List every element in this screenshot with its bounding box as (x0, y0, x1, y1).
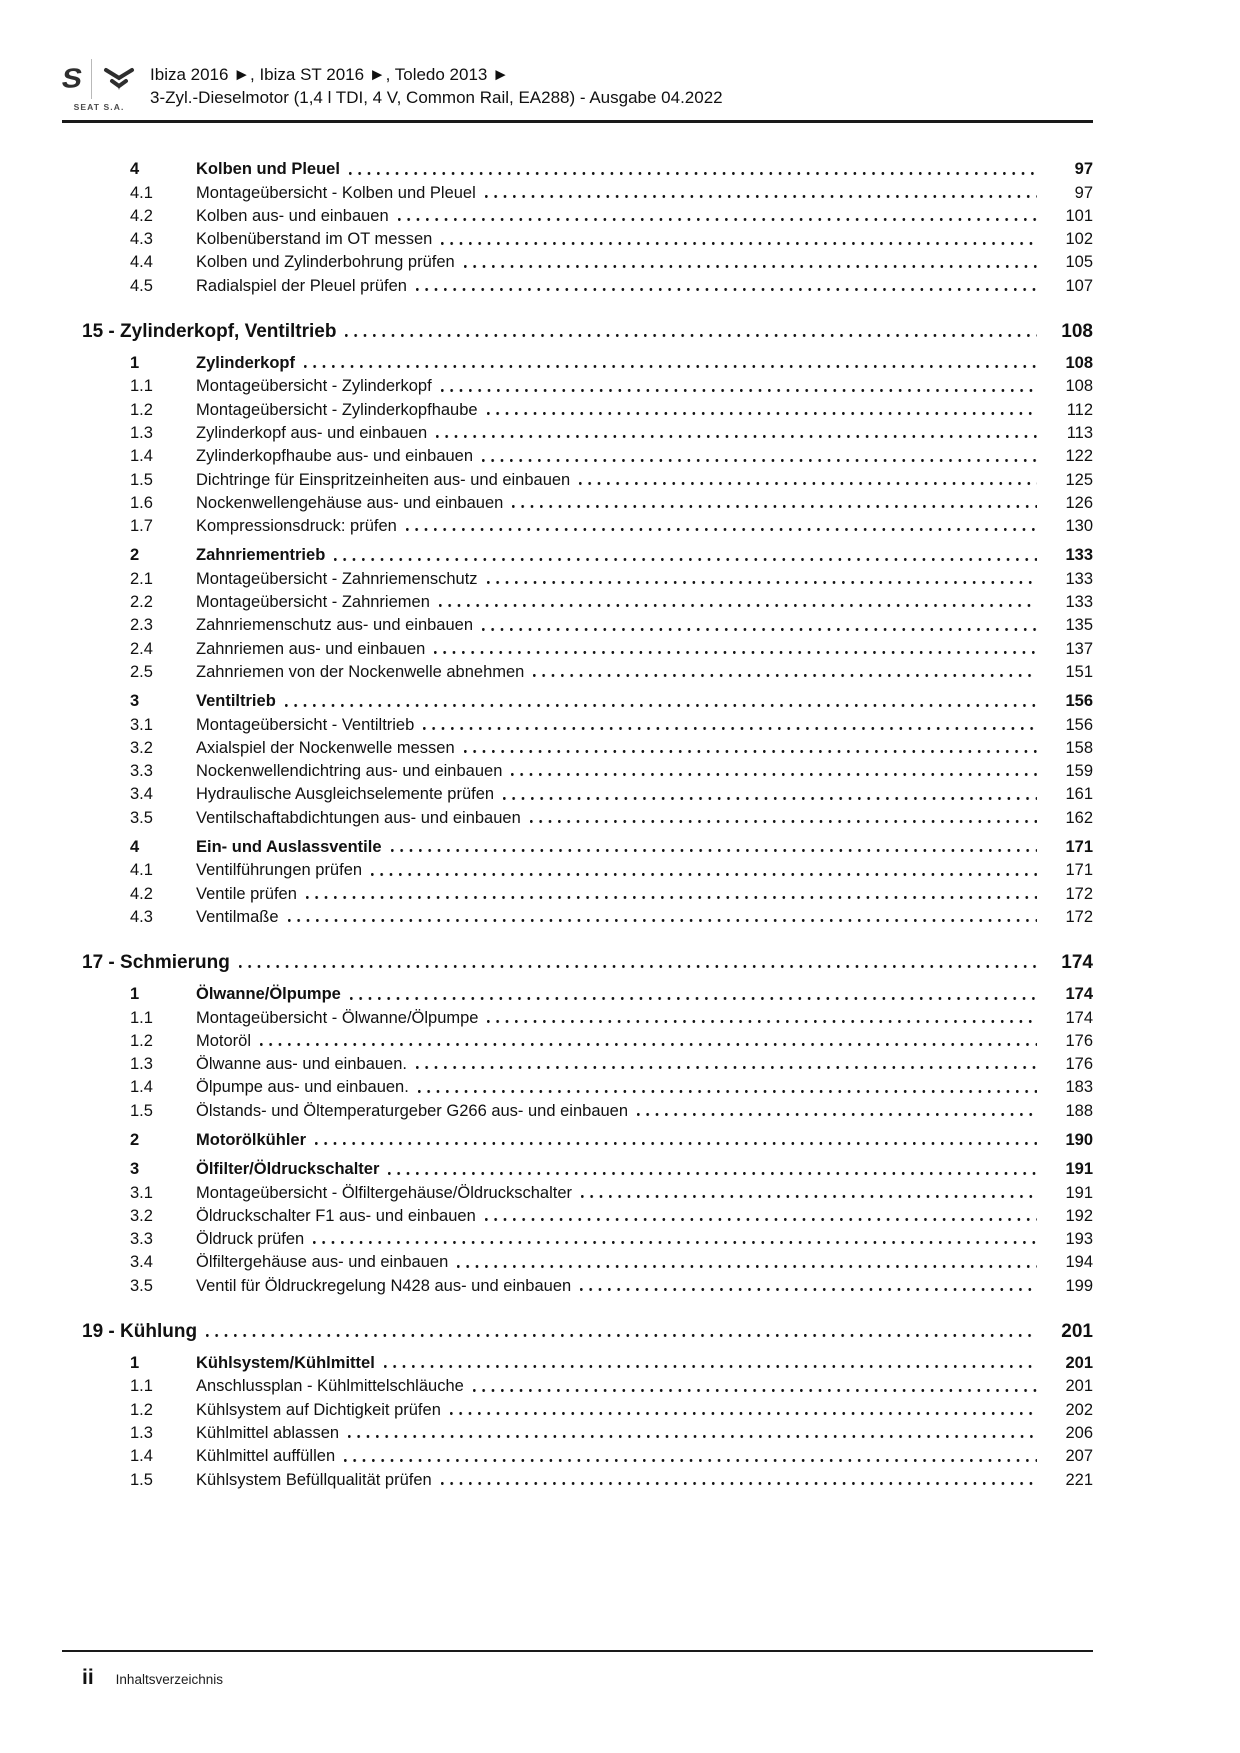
dot-leader (485, 179, 1037, 202)
entry-number: 3.4 (130, 1253, 153, 1272)
entry-number: 1.1 (130, 377, 153, 396)
entry-title: Kompressionsdruck: prüfen (196, 517, 397, 536)
toc-entry-row (62, 1396, 1093, 1419)
entry-page-number: 183 (1065, 1078, 1093, 1097)
dot-leader (398, 203, 1037, 226)
entry-number: 1 (130, 1354, 140, 1373)
entry-page-number: 207 (1065, 1447, 1093, 1466)
dot-leader (580, 1272, 1037, 1295)
entry-number: 2.5 (130, 662, 153, 681)
toc-entry-row (62, 1127, 1093, 1150)
entry-number: 4.2 (130, 206, 153, 225)
entry-number: 3.2 (130, 1206, 153, 1225)
dot-leader (416, 1051, 1037, 1074)
entry-number: 1.6 (130, 493, 153, 512)
entry-title: Montageübersicht - Ölwanne/Ölpumpe (196, 1008, 479, 1027)
entry-title: Ventile prüfen (196, 884, 297, 903)
entry-number: 3.3 (130, 762, 153, 781)
toc-entry-row (62, 711, 1093, 734)
footer-rule (62, 1650, 1093, 1652)
entry-title: Ventilführungen prüfen (196, 861, 363, 880)
entry-number: 1.1 (130, 1008, 153, 1027)
dot-leader (473, 1373, 1037, 1396)
entry-page-number: 97 (1074, 183, 1093, 202)
entry-title: Kolben und Zylinderbohrung prüfen (196, 253, 455, 272)
entry-number: 2.2 (130, 593, 153, 612)
entry-page-number: 158 (1065, 738, 1093, 757)
toc-chapter-heading (62, 944, 1093, 974)
toc-entry-row (62, 857, 1093, 880)
dot-leader (348, 1420, 1037, 1443)
toc-entry-row (62, 1179, 1093, 1202)
entry-page-number: 191 (1065, 1160, 1093, 1179)
entry-number: 1.3 (130, 423, 153, 442)
dot-leader (503, 781, 1037, 804)
dot-leader (434, 635, 1037, 658)
entry-number: 1.5 (130, 470, 153, 489)
dot-leader (439, 589, 1037, 612)
entry-number: 2 (130, 1130, 140, 1149)
entry-title: Hydraulische Ausgleichselemente prüfen (196, 785, 495, 804)
entry-number: 1 (130, 985, 140, 1004)
entry-number: 3.2 (130, 738, 153, 757)
dot-leader (406, 513, 1037, 536)
entry-title: Zylinderkopf aus- und einbauen (196, 423, 428, 442)
entry-number: 1.2 (130, 1400, 153, 1419)
entry-title: Axialspiel der Nockenwelle messen (196, 738, 455, 757)
entry-title: Montageübersicht - Ventiltrieb (196, 715, 415, 734)
entry-page-number: 108 (1065, 377, 1093, 396)
entry-title: Anschlussplan - Kühlmittelschläuche (196, 1377, 464, 1396)
toc-entry-row (62, 513, 1093, 536)
entry-page-number: 156 (1065, 715, 1093, 734)
toc-entry-row (62, 834, 1093, 857)
entry-number: 1 (130, 354, 140, 373)
dot-leader (315, 1127, 1037, 1150)
dot-leader (441, 1466, 1037, 1489)
toc-entry-row (62, 1443, 1093, 1466)
entry-page-number: 194 (1065, 1253, 1093, 1272)
entry-page-number: 201 (1065, 1354, 1093, 1373)
entry-number: 4 (130, 160, 140, 179)
entry-title: Kühlsystem Befüllqualität prüfen (196, 1470, 432, 1489)
entry-title: Kühlsystem auf Dichtigkeit prüfen (196, 1400, 441, 1419)
dot-leader (391, 834, 1037, 857)
dot-leader (464, 735, 1037, 758)
entry-page-number: 133 (1065, 593, 1093, 612)
chapter-title: 15 - Zylinderkopf, Ventiltrieb (82, 320, 337, 342)
toc-entry-row (62, 781, 1093, 804)
header-rule (62, 120, 1093, 123)
entry-page-number: 105 (1065, 253, 1093, 272)
toc-entry-row (62, 226, 1093, 249)
entry-number: 1.5 (130, 1101, 153, 1120)
toc-entry-row (62, 612, 1093, 635)
entry-page-number: 102 (1065, 230, 1093, 249)
entry-title: Ölpumpe aus- und einbauen. (196, 1078, 409, 1097)
entry-page-number: 161 (1065, 785, 1093, 804)
header-engine-line: 3-Zyl.-Dieselmotor (1,4 l TDI, 4 V, Common Rail, EA288) - Ausgabe 04.2022 (150, 88, 723, 107)
toc-entry-row (62, 490, 1093, 513)
toc-entry-row (62, 635, 1093, 658)
entry-number: 1.5 (130, 1470, 153, 1489)
entry-title: Montageübersicht - Kolben und Pleuel (196, 183, 476, 202)
entry-page-number: 172 (1065, 907, 1093, 926)
toc-entry-row (62, 466, 1093, 489)
entry-page-number: 188 (1065, 1101, 1093, 1120)
entry-title: Nockenwellengehäuse aus- und einbauen (196, 493, 504, 512)
toc-chapter-heading (62, 313, 1093, 343)
footer-label: Inhaltsverzeichnis (115, 1672, 223, 1687)
entry-page-number: 125 (1065, 470, 1093, 489)
entry-page-number: 108 (1065, 354, 1093, 373)
entry-title: Ventilmaße (196, 907, 279, 926)
entry-page-number: 191 (1065, 1183, 1093, 1202)
entry-title: Motoröl (196, 1031, 252, 1050)
entry-page-number: 97 (1074, 160, 1093, 179)
entry-title: Montageübersicht - Ölfiltergehäuse/Öldruckschalter (196, 1183, 573, 1202)
entry-page-number: 107 (1065, 276, 1093, 295)
entry-title: Kühlsystem/Kühlmittel (196, 1354, 375, 1373)
toc-entry-row (62, 880, 1093, 903)
toc-entry-row (62, 1272, 1093, 1295)
footer-page-number: ii (82, 1666, 94, 1689)
entry-number: 4.1 (130, 183, 153, 202)
toc-entry-row (62, 688, 1093, 711)
toc-entry-row (62, 272, 1093, 295)
entry-number: 4 (130, 838, 140, 857)
dot-leader (239, 944, 1037, 974)
toc-entry-row (62, 203, 1093, 226)
entry-title: Ölstands- und Öltemperaturgeber G266 aus- und einbauen (196, 1101, 629, 1120)
toc-entry-row (62, 1051, 1093, 1074)
logo-marks (59, 60, 136, 98)
entry-page-number: 174 (1065, 1008, 1093, 1027)
entry-title: Kolbenüberstand im OT messen (196, 230, 433, 249)
toc-entry-row (62, 373, 1093, 396)
entry-title: Zylinderkopfhaube aus- und einbauen (196, 447, 474, 466)
entry-title: Öldruck prüfen (196, 1230, 305, 1249)
entry-number: 1.2 (130, 400, 153, 419)
entry-number: 1.7 (130, 517, 153, 536)
dot-leader (487, 565, 1037, 588)
dot-leader (464, 249, 1037, 272)
entry-number: 1.4 (130, 1447, 153, 1466)
dot-leader (350, 981, 1037, 1004)
entry-page-number: 201 (1065, 1377, 1093, 1396)
entry-page-number: 171 (1065, 838, 1093, 857)
entry-title: Zahnriemen aus- und einbauen (196, 639, 426, 658)
toc-entry-row (62, 542, 1093, 565)
entry-page-number: 192 (1065, 1206, 1093, 1225)
entry-title: Dichtringe für Einspritzeinheiten aus- und einbauen (196, 470, 571, 489)
toc-entry-row (62, 1004, 1093, 1027)
entry-page-number: 135 (1065, 616, 1093, 635)
chapter-page-number: 201 (1061, 1320, 1093, 1342)
entry-page-number: 176 (1065, 1055, 1093, 1074)
entry-number: 2.1 (130, 569, 153, 588)
toc-entry-row (62, 565, 1093, 588)
toc-entry-row (62, 420, 1093, 443)
dot-leader (485, 1203, 1037, 1226)
entry-title: Radialspiel der Pleuel prüfen (196, 276, 407, 295)
entry-title: Kolben aus- und einbauen (196, 206, 389, 225)
dot-leader (344, 1443, 1037, 1466)
dot-leader (441, 226, 1037, 249)
dot-leader (533, 659, 1037, 682)
entry-page-number: 172 (1065, 884, 1093, 903)
dot-leader (436, 420, 1037, 443)
entry-title: Kühlmittel ablassen (196, 1423, 340, 1442)
dot-leader (450, 1396, 1037, 1419)
dot-leader (306, 880, 1037, 903)
toc-entry-row (62, 589, 1093, 612)
toc-entry-row (62, 735, 1093, 758)
entry-page-number: 176 (1065, 1031, 1093, 1050)
entry-number: 1.1 (130, 1377, 153, 1396)
dot-leader (313, 1226, 1037, 1249)
entry-number: 3.5 (130, 808, 153, 827)
toc-entry-row (62, 249, 1093, 272)
dot-leader (206, 1313, 1037, 1343)
dot-leader (304, 350, 1037, 373)
entry-page-number: 162 (1065, 808, 1093, 827)
chapter-title: 19 - Kühlung (82, 1320, 198, 1342)
entry-page-number: 202 (1065, 1400, 1093, 1419)
entry-number: 3.3 (130, 1230, 153, 1249)
entry-page-number: 193 (1065, 1230, 1093, 1249)
entry-title: Ölwanne aus- und einbauen. (196, 1055, 407, 1074)
dot-leader (285, 688, 1037, 711)
header-models-line: Ibiza 2016 ►, Ibiza ST 2016 ►, Toledo 2013 ► (150, 65, 509, 84)
dot-leader (384, 1350, 1037, 1373)
entry-title: Ölfiltergehäuse aus- und einbauen (196, 1253, 449, 1272)
entry-title: Ein- und Auslassventile (196, 838, 382, 857)
brand-logo-block (59, 60, 136, 112)
dot-leader (334, 542, 1037, 565)
entry-number: 1.3 (130, 1055, 153, 1074)
toc-entry-row (62, 1097, 1093, 1120)
toc-entry-row (62, 1203, 1093, 1226)
entry-number: 3 (130, 692, 140, 711)
toc-entry-row (62, 350, 1093, 373)
toc-entry-row (62, 1156, 1093, 1179)
toc-entry-row (62, 156, 1093, 179)
entry-page-number: 199 (1065, 1276, 1093, 1295)
dot-leader (260, 1028, 1037, 1051)
entry-number: 4.3 (130, 230, 153, 249)
entry-title: Ventilschaftabdichtungen aus- und einbauen (196, 808, 521, 827)
entry-title: Kolben und Pleuel (196, 160, 340, 179)
toc-entry-row (62, 904, 1093, 927)
toc-chapter-heading (62, 1313, 1093, 1343)
entry-page-number: 156 (1065, 692, 1093, 711)
dot-leader (512, 490, 1037, 513)
dot-leader (288, 904, 1037, 927)
entry-number: 3.4 (130, 785, 153, 804)
dot-leader (371, 857, 1037, 880)
entry-title: Montageübersicht - Zylinderkopfhaube (196, 400, 478, 419)
toc-entry-row (62, 758, 1093, 781)
toc-entry-row (62, 1466, 1093, 1489)
chapter-title: 17 - Schmierung (82, 951, 230, 973)
dot-leader (482, 443, 1037, 466)
dot-leader (423, 711, 1037, 734)
toc-entry-row (62, 1226, 1093, 1249)
dot-leader (345, 313, 1037, 343)
toc-entry-row (62, 1249, 1093, 1272)
entry-page-number: 130 (1065, 517, 1093, 536)
entry-title: Zahnriemen von der Nockenwelle abnehmen (196, 662, 525, 681)
toc-entry-row (62, 1420, 1093, 1443)
entry-number: 1.3 (130, 1423, 153, 1442)
dot-leader (579, 466, 1037, 489)
chapter-page-number: 108 (1061, 320, 1093, 342)
entry-page-number: 122 (1065, 447, 1093, 466)
toc (62, 156, 1093, 1490)
entry-number: 1.2 (130, 1031, 153, 1050)
footer-line (62, 1666, 1093, 1690)
entry-page-number: 112 (1066, 400, 1093, 419)
entry-title: Kühlmittel auffüllen (196, 1447, 336, 1466)
dot-leader (416, 272, 1037, 295)
entry-page-number: 151 (1065, 662, 1093, 681)
entry-page-number: 171 (1065, 861, 1093, 880)
entry-number: 2 (130, 546, 140, 565)
entry-number: 4.5 (130, 276, 153, 295)
entry-page-number: 137 (1065, 639, 1093, 658)
entry-page-number: 113 (1066, 423, 1093, 442)
entry-title: Nockenwellendichtring aus- und einbauen (196, 762, 503, 781)
dot-leader (349, 156, 1037, 179)
header-text (150, 60, 723, 109)
entry-title: Montageübersicht - Zahnriemen (196, 593, 430, 612)
entry-number: 2.4 (130, 639, 153, 658)
page-header (59, 60, 1093, 112)
entry-page-number: 190 (1065, 1130, 1093, 1149)
entry-number: 1.4 (130, 447, 153, 466)
entry-title: Ölfilter/Öldruckschalter (196, 1160, 380, 1179)
brand-caption: SEAT S.A. (73, 102, 125, 112)
page-footer (62, 1650, 1093, 1690)
toc-entry-row (62, 1373, 1093, 1396)
toc-entry-row (62, 981, 1093, 1004)
entry-number: 1.4 (130, 1078, 153, 1097)
entry-title: Montageübersicht - Zahnriemenschutz (196, 569, 478, 588)
entry-page-number: 159 (1065, 762, 1093, 781)
entry-title: Zahnriemenschutz aus- und einbauen (196, 616, 474, 635)
toc-entry-row (62, 804, 1093, 827)
entry-title: Montageübersicht - Zylinderkopf (196, 377, 432, 396)
entry-title: Motorölkühler (196, 1130, 306, 1149)
entry-title: Zahnriementrieb (196, 546, 326, 565)
toc-entry-row (62, 1074, 1093, 1097)
entry-number: 3.1 (130, 1183, 153, 1202)
dot-leader (418, 1074, 1037, 1097)
toc-entry-row (62, 659, 1093, 682)
entry-number: 3.1 (130, 715, 153, 734)
entry-number: 4.1 (130, 861, 153, 880)
dot-leader (637, 1097, 1037, 1120)
dot-leader (388, 1156, 1037, 1179)
entry-page-number: 174 (1065, 985, 1093, 1004)
entry-title: Ölwanne/Ölpumpe (196, 985, 341, 1004)
entry-page-number: 133 (1065, 546, 1093, 565)
entry-number: 4.3 (130, 907, 153, 926)
dot-leader (530, 804, 1037, 827)
dot-leader (487, 1004, 1037, 1027)
entry-page-number: 221 (1065, 1470, 1093, 1489)
entry-number: 4.4 (130, 253, 153, 272)
chapter-page-number: 174 (1061, 951, 1093, 973)
entry-page-number: 101 (1065, 206, 1093, 225)
entry-page-number: 133 (1065, 569, 1093, 588)
entry-page-number: 126 (1065, 493, 1093, 512)
entry-number: 2.3 (130, 616, 153, 635)
entry-title: Ventil für Öldruckregelung N428 aus- und einbauen (196, 1276, 572, 1295)
document-page (59, 60, 1093, 1490)
entry-page-number: 206 (1065, 1423, 1093, 1442)
entry-title: Öldruckschalter F1 aus- und einbauen (196, 1206, 476, 1225)
dot-leader (581, 1179, 1037, 1202)
entry-number: 4.2 (130, 884, 153, 903)
logo-divider (91, 59, 92, 99)
toc-entry-row (62, 1028, 1093, 1051)
entry-title: Ventiltrieb (196, 692, 276, 711)
dot-leader (487, 396, 1037, 419)
seat-logo-icon: S (59, 63, 84, 94)
entry-number: 3 (130, 1160, 140, 1179)
dot-leader (441, 373, 1037, 396)
dot-leader (482, 612, 1037, 635)
toc-entry-row (62, 1350, 1093, 1373)
entry-number: 3.5 (130, 1276, 153, 1295)
toc-entry-row (62, 396, 1093, 419)
entry-title: Zylinderkopf (196, 354, 296, 373)
dot-leader (457, 1249, 1037, 1272)
cupra-logo-icon (102, 66, 136, 92)
toc-entry-row (62, 443, 1093, 466)
dot-leader (511, 758, 1037, 781)
toc-entry-row (62, 179, 1093, 202)
